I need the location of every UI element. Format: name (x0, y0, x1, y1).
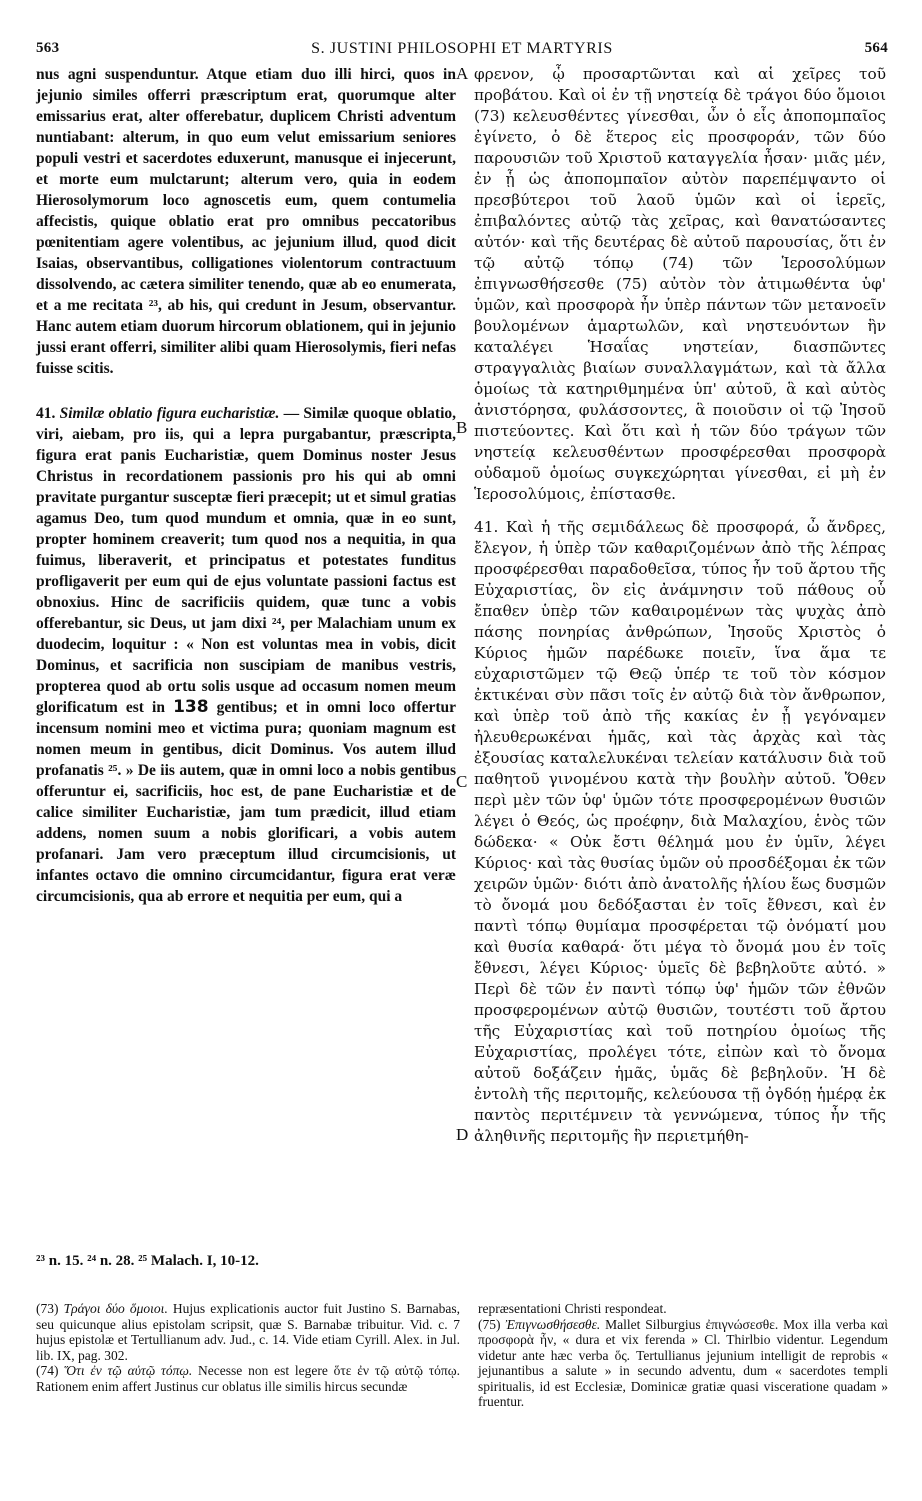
margin-letter-b: B (456, 418, 468, 437)
margin-letter-a: A (456, 64, 469, 83)
footnote-74-continued: repræsentationi Christi respondeat. (478, 1301, 667, 1316)
margin-letter-c: C (456, 772, 468, 791)
section-title: Similæ oblatio figura eucharistiæ. (59, 405, 280, 422)
section-dash: — (279, 405, 304, 422)
footnote-74-lemma: Ὅτι ἐν τῷ αὐτῷ τόπῳ. (64, 1363, 193, 1378)
footnotes-left (36, 1301, 460, 1394)
latin-paragraph: Similæ quoque oblatio, viri, aiebam, pro iis, qui a lepra purgabantur, præscripta, figura erat panis Eucharistiæ, quem Dominus noster Jesus Christus in recordationem passionis pro his qui ab omni pravitate purgantur susceptæ fieri præcepit; ut et simul gratias agamus Deo, tum quod mundum et omnia, quæ in eo sunt, propter hominem creaverit; tum quod nos a nequitia, in qua fuimus, liberaverit, et principatus et potestates funditus profligaverit per eum qui de ejus voluntate passioni factus est obnoxius. Hinc de sacrificiis quidem, quæ tunc a vobis offerebantur, sic Deus, ut jam dixi ²⁴, per Malachiam unum ex duodecim, loquitur : « Non est voluntas mea in vobis, dicit Dominus, et sacrificia non suscipiam de manibus vestris, propterea quod ab ortu solis usque ad occasum nomen meum glorificatum est in (36, 405, 457, 716)
footnotes-right (478, 1301, 888, 1410)
page-number-right: 564 (864, 40, 888, 56)
inline-page-number: 138 (173, 697, 209, 717)
running-title: S. JUSTINI PHILOSOPHI ET MARTYRIS (311, 40, 613, 57)
latin-paragraph: nus agni suspenduntur. Atque etiam duo illi hirci, quos in jejunio similes offerri præscriptum erat, quorumque alter emissarius erat, alter offerebatur, duplicem Christi adventum nuntiabant: alterum, in quo eum velut emissarium seniores populi vestri et sacerdotes eduxerunt, manusque ei injecerunt, et morte eum mulctarunt; alterum vero, quia in eodem Hierosolymorum loco agnoscetis eum, quem contumelia affecistis, quique oblatio erat pro omnibus peccatoribus pœnitentiam agere volentibus, ac jejunium illud, quod dicit Isaias, observantibus, colligationes violentorum contractuum dissolvendo, ac cætera similiter tenendo, quæ ab eo enumerata, et a me recitata ²³, ab his, qui credunt in Jesum, observantur. Hanc autem etiam duorum hircorum oblationem, qui in jejunio jussi erant offerri, similiter alibi quam Hierosolymis, fieri nefas fuisse scitis. (36, 66, 456, 377)
greek-section-41: 41. Καὶ ἡ τῆς σεμιδάλεως δὲ προσφορά, ὦ ἄνδρες, ἔλεγον, ἡ ὑπὲρ τῶν καθαριζομένων ἀπὸ τῆς λέπρας προσφέρεσθαι παραδοθεῖσα, τύπος ἦν τοῦ ἄρτου τῆς Εὐχαριστίας, ὃν εἰς ἀνάμνησιν τοῦ πάθους οὗ ἔπαθεν ὑπὲρ τῶν καθαιρομένων τὰς ψυχὰς ἀπὸ πάσης πονηρίας ἀνθρώπων, Ἰησοῦς Χριστὸς ὁ Κύριος ἡμῶν παρέδωκε ποιεῖν, ἵνα ἅμα τε εὐχαριστῶμεν τῷ Θεῷ ὑπέρ τε τοῦ τὸν κόσμον ἐκτικέναι σὺν πᾶσι τοῖς ἐν αὐτῷ διὰ τὸν ἄνθρωπον, καὶ ὑπὲρ τοῦ ἀπὸ τῆς κακίας ἐν ᾗ γεγόναμεν ἠλευθερωκέναι ἡμᾶς, καὶ τὰς ἀρχὰς καὶ τὰς ἐξουσίας καταλελυκέναι τελείαν κατάλυσιν διὰ τοῦ παθητοῦ γινομένου κατὰ τὴν βουλὴν αὐτοῦ. Ὅθεν περὶ μὲν τῶν ὑφ' ὑμῶν τότε προσφερομένων θυσιῶν λέγει ὁ Θεός, ὡς προέφην, διὰ Μαλαχίου, ἑνὸς τῶν δώδεκα· « Οὐκ ἔστι θέλημά μου ἐν ὑμῖν, λέγει Κύριος· καὶ τὰς θυσίας ὑμῶν οὐ προσδέξομαι ἐκ τῶν χειρῶν ὑμῶν· διότι ἀπὸ ἀνατολῆς ἡλίου ἕως δυσμῶν τὸ ὄνομά μου δεδόξασται ἐν τοῖς ἔθνεσι, καὶ ἐν παντὶ τόπῳ θυμίαμα προσφέρεται τῷ ὀνόματί μου καὶ θυσία καθαρά· ὅτι μέγα τὸ ὄνομά μου ἐν τοῖς ἔθνεσι, λέγει Κύριος· ὑμεῖς δὲ βεβηλοῦτε αὐτό. » Περὶ δὲ τῶν ἐν παντὶ τόπῳ ὑφ' ἡμῶν τῶν ἐθνῶν προσφερομένων αὐτῷ θυσιῶν, τουτέστι τοῦ ἄρτου τῆς Εὐχαριστίας καὶ τοῦ ποτηρίου ὁμοίως τῆς Εὐχαριστίας, προλέγει τότε, εἰπὼν καὶ τὸ ὄνομα αὐτοῦ δοξάζειν ἡμᾶς, ὑμᾶς δὲ βεβηλοῦν. Ἡ δὲ ἐντολὴ τῆς περιτομῆς, κελεύουσα τῇ ὀγδόῃ ἡμέρᾳ ἐκ παντὸς περιτέμνειν τὰ γεννώμενα, τύπος ἦν τῆς ἀληθινῆς περιτομῆς ἣν περιετμήθη- (474, 518, 886, 1145)
greek-column (474, 64, 886, 1147)
footnote-75: (75) Ἐπιγνωσθήσεσθε. Mallet Silburgius ἐπιγνώσεσθε. Mox illa verba καὶ προσφορὰ ἦν, « dura et vix ferenda » Cl. Thirlbio videntur. Legendum videtur ante hæc verba ὅς. Tertullianus jejunium intelligit de reprobis « jejunantibus a salute » in secundo adventu, dum « sacerdotes templi spiritualis, id est Ecclesiæ, Dominicæ gratiæ quasi visceratione quadam » fruentur. (478, 1316, 888, 1409)
latin-section-41 (36, 403, 456, 907)
section-number: 41. (36, 405, 56, 422)
latin-column (36, 64, 456, 907)
footnote-73: (73) Τράγοι δύο ὅμοιοι. Hujus explicationis auctor fuit Justino S. Barnabas, seu quicunque alius epistolam scripsit, quæ S. Barnabæ tribuitur. Vid. c. 7 hujus epistolæ et Tertullianum adv. Jud., c. 14. Vide etiam Cyrill. Alex. in Jul. lib. IX, pag. 302. (36, 1301, 460, 1363)
page-number-left: 563 (36, 40, 60, 56)
scripture-references: ²³ n. 15. ²⁴ n. 28. ²⁵ Malach. I, 10-12. (36, 1253, 259, 1269)
latin-paragraph-end: gentibus; et in omni loco offertur incensum nomini meo et victima pura; quoniam magnum est nomen meum in gentibus, dicit Dominus. Vos autem illud profanatis ²⁵. » De iis autem, quæ in omni loco a nobis gentibus offeruntur ei, sacrificiis, hoc est, de pane Eucharistiæ et de calice similiter Eucharistiæ, jam tum prædicit, illud etiam addens, nomen suum a nobis glorificari, a vobis autem profanari. Jam vero præceptum illud circumcisionis, ut infantes octavo die omnino circumcidantur, figura erat veræ circumcisionis, qua ab errore et nequitia per eum, qui a (36, 699, 456, 905)
footnote-75-lemma: Ἐπιγνωσθήσεσθε. (505, 1316, 601, 1332)
footnote-74: (74) Ὅτι ἐν τῷ αὐτῷ τόπῳ. Necesse non est legere ὅτε ἐν τῷ αὐτῷ τόπῳ. Rationem enim affert Justinus cur oblatus ille similis hircus secundæ (36, 1363, 460, 1394)
greek-paragraph: φρενον, ᾧ προσαρτῶνται καὶ αἱ χεῖρες τοῦ προβάτου. Καὶ οἱ ἐν τῇ νηστείᾳ δὲ τράγοι δύο ὅμοιοι (73) κελευσθέντες γίνεσθαι, ὧν ὁ εἷς ἀποπομπαῖος ἐγίνετο, ὁ δὲ ἕτερος εἰς προσφοράν, τῶν δύο παρουσιῶν τοῦ Χριστοῦ καταγγελία ἦσαν· μιᾶς μέν, ἐν ᾗ ὡς ἀποπομπαῖον αὐτὸν παρεπέμψαντο οἱ πρεσβύτεροι τοῦ λαοῦ ὑμῶν καὶ οἱ ἱερεῖς, ἐπιβαλόντες αὐτῷ τὰς χεῖρας, καὶ θανατώσαντες αὐτόν· καὶ τῆς δευτέρας δὲ αὐτοῦ παρουσίας, ὅτι ἐν τῷ αὐτῷ τόπῳ (74) τῶν Ἱεροσολύμων ἐπιγνωσθήσεσθε (75) αὐτὸν τὸν ἀτιμωθέντα ὑφ' ὑμῶν, καὶ προσφορὰ ἦν ὑπὲρ πάντων τῶν μετανοεῖν βουλομένων ἁμαρτωλῶν, καὶ νηστευόντων ἣν καταλέγει Ἡσαΐας νηστείαν, διασπῶντες στραγγαλιὰς βιαίων συναλλαγμάτων, καὶ τὰ ἄλλα ὁμοίως τὰ κατηριθμημένα ὑπ' αὐτοῦ, ἃ καὶ αὐτὸς ἀνιστόρησα, φυλάσσοντες, ἃ ποιοῦσιν οἱ τῷ Ἰησοῦ πιστεύοντες. Καὶ ὅτι καὶ ἡ τῶν δύο τράγων τῶν νηστείᾳ κελευσθέντων προσφέρεσθαι προσφορὰ οὐδαμοῦ ὁμοίως συγκεχώρηται γίνεσθαι, εἰ μὴ ἐν Ἱεροσολύμοις, ἐπίστασθε. (474, 65, 886, 503)
running-header (36, 40, 888, 62)
footnote-73-lemma: Τράγοι δύο ὅμοιοι. (63, 1301, 168, 1316)
margin-letter-d: D (456, 1125, 469, 1144)
